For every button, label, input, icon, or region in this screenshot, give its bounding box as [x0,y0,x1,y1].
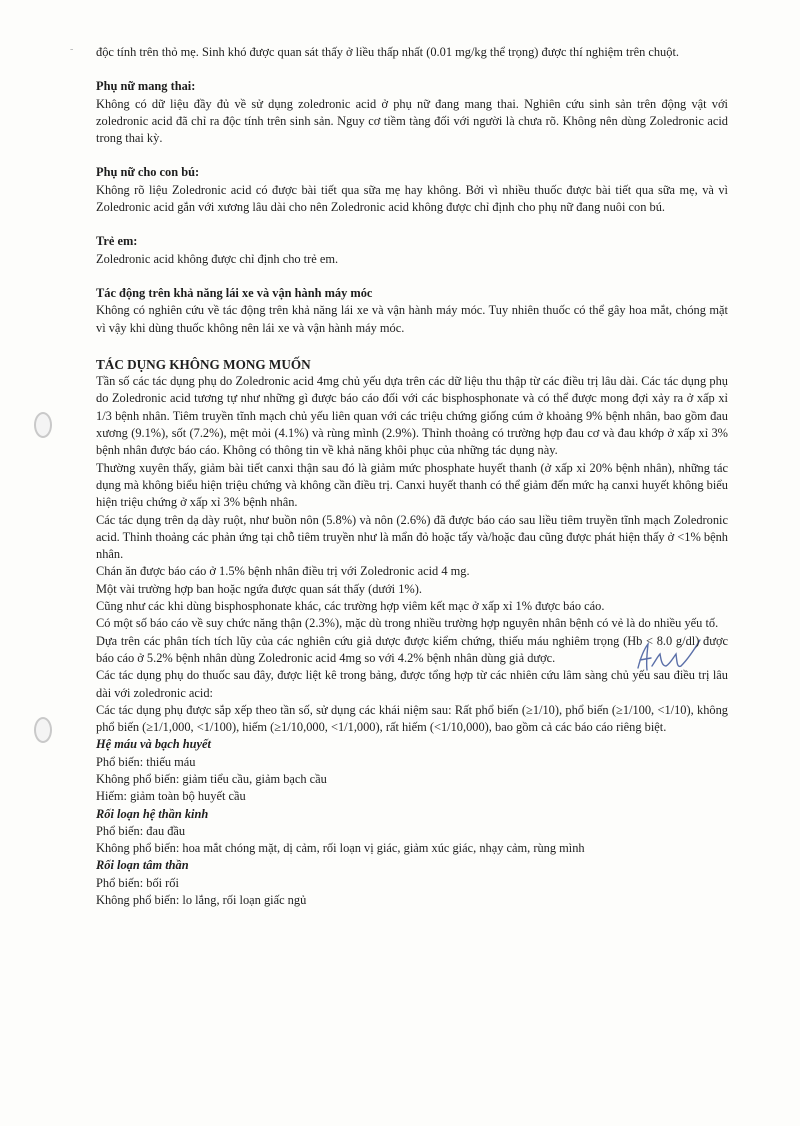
list-item: Phổ biến: bối rối [96,875,179,890]
paragraph: Các tác dụng phụ được sắp xếp theo tần số, sử dụng các khái niệm sau: Rất phổ biến (≥1/10), phổ biến (≥1/100, <1/10), không phổ biến (≥1/1,000, <1/100), hiếm (≥1/10,000, <1/1,000), rất hiếm (<1/10,000), bao gồm cả các báo cáo riêng biệt. [96,702,728,735]
paragraph: độc tính trên thỏ mẹ. Sinh khó được quan sát thấy ở liều thấp nhất (0.01 mg/kg thể trọng) được thí nghiệm trên chuột. [96,45,679,59]
subsection-heading: Rối loạn hệ thần kinh [96,806,209,821]
list-item: Phổ biến: đau đầu [96,823,186,838]
paragraph: Không có dữ liệu đầy đủ về sử dụng zoledronic acid ở phụ nữ đang mang thai. Nghiên cứu sinh sản trên động vật với zoledronic acid đã chỉ ra độc tính trên sinh sản. Nguy cơ tiềm tàng đối với người là chưa rõ. Không nên dùng Zoledronic acid trong thai kỳ. [96,96,728,146]
paragraph: Thường xuyên thấy, giảm bài tiết canxi thận sau đó là giảm mức phosphate huyết thanh (ở xấp xỉ 20% bệnh nhân), những tác dụng mà không biểu hiện triệu chứng và không cần điều trị. Canxi huyết thanh có thể giảm đến mức hạ canxi huyết không biểu hiện triệu chứng ở xấp xỉ 3% bệnh nhân. [96,460,728,510]
list-item: Không phổ biến: giảm tiểu cầu, giảm bạch cầu [96,771,327,786]
section-heading: Phụ nữ mang thai: [96,79,196,94]
paragraph: Dựa trên các phân tích tích lũy của các nghiên cứu giả dược được kiểm chứng, thiếu máu nghiêm trọng (Hb < 8.0 g/dl) được báo cáo ở 5.2% bệnh nhân dùng Zoledronic acid 4mg so với 4.2% bệnh nhân dùng giả dược. [96,633,728,665]
paragraph: Zoledronic acid không được chỉ định cho trẻ em. [96,251,339,266]
margin-mark: - [70,44,74,55]
paragraph: Một vài trường hợp ban hoặc ngứa được quan sát thấy (dưới 1%). [96,581,422,596]
section-heading: Tác động trên khả năng lái xe và vận hành máy móc [96,285,373,300]
subsection-heading: Rối loạn tâm thần [96,858,189,873]
paragraph: Tần số các tác dụng phụ do Zoledronic acid 4mg chủ yếu dựa trên các dữ liệu thu thập từ các điều trị lâu dài. Các tác dụng phụ do Zoledronic acid tương tự như những gì được báo cáo đối với các bisphosphonate và có thể được mong đợi xảy ra ở xấp xỉ 1/3 bệnh nhân. Tiêm truyền tĩnh mạch chủ yếu liên quan với các triệu chứng giống cúm ở khoảng 9% bệnh nhân, bao gồm đau xương (9.1%), sốt (7.2%), mệt mỏi (4.1%) và rùng mình (2.9%). Thỉnh thoảng có trường hợp đau cơ và đau khớp ở xấp xỉ 3% bệnh nhân được báo cáo. Không có thông tin về khả năng khôi phục của những tác dụng này. [96,374,728,458]
list-item: Không phổ biến: lo lắng, rối loạn giấc ngủ [96,893,307,908]
paragraph: Chán ăn được báo cáo ở 1.5% bệnh nhân điều trị với Zoledronic acid 4 mg. [96,564,470,579]
document-page [96,44,728,909]
punch-hole-icon [34,412,52,438]
list-item: Phổ biến: thiếu máu [96,754,196,769]
punch-hole-icon [34,717,52,743]
paragraph: Cũng như các khi dùng bisphosphonate khác, các trường hợp viêm kết mạc ở xấp xỉ 1% được báo cáo. [96,599,605,614]
section-heading: Phụ nữ cho con bú: [96,165,200,180]
paragraph: Các tác dụng phụ do thuốc sau đây, được liệt kê trong bảng, được tổng hợp từ các nhiên cứu lâm sàng chủ yếu sau điều trị lâu dài với zoledronic acid: [96,668,728,700]
list-item: Hiếm: giảm toàn bộ huyết cầu [96,789,246,804]
section-title: TÁC DỤNG KHÔNG MONG MUỐN [96,356,311,372]
section-heading: Trẻ em: [96,234,138,249]
paragraph: Các tác dụng trên dạ dày ruột, như buồn nôn (5.8%) và nôn (2.6%) đã được báo cáo sau liều tiêm truyền tĩnh mạch Zoledronic acid. Thỉnh thoảng các phản ứng tại chỗ tiêm truyền như là mẩn đỏ hoặc tấy và/hoặc đau cũng được phát hiện thấy ở <1% bệnh nhân. [96,512,728,562]
list-item: Không phổ biến: hoa mắt chóng mặt, dị cảm, rối loạn vị giác, giảm xúc giác, nhạy cảm, rùng mình [96,841,585,856]
subsection-heading: Hệ máu và bạch huyết [96,737,211,752]
paragraph: Không có nghiên cứu về tác động trên khả năng lái xe và vận hành máy móc. Tuy nhiên thuốc có thể gây hoa mắt, chóng mặt vì vậy khi dùng thuốc không nên lái xe và vận hành máy móc. [96,303,728,335]
paragraph: Không rõ liệu Zoledronic acid có được bài tiết qua sữa mẹ hay không. Bởi vì nhiều thuốc được bài tiết qua sữa mẹ, và vì Zoledronic acid gắn với xương lâu dài cho nên Zoledronic acid không được chỉ định cho phụ nữ đang nuôi con bú. [96,182,728,215]
paragraph: Có một số báo cáo về suy chức năng thận (2.3%), mặc dù trong nhiều trường hợp nguyên nhân bệnh có vẻ là do nhiều yếu tố. [96,616,719,631]
